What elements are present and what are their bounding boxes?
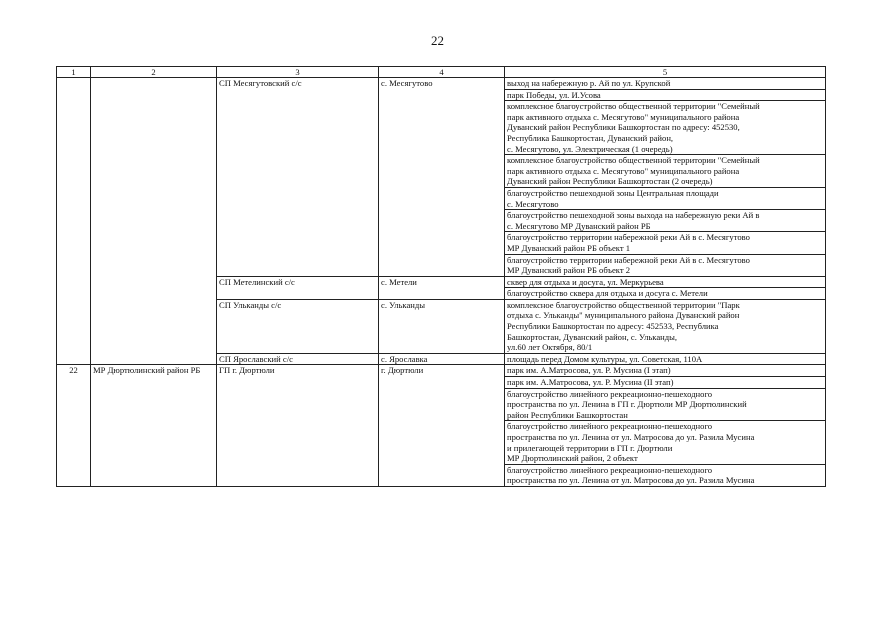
locality-cell: г. Дюртюли	[379, 365, 505, 487]
object-line: отдыха с. Ульканды" муниципального района Дуванский район	[507, 310, 740, 321]
object-line: благоустройство территории набережной реки Ай в с. Месягутово	[507, 254, 750, 265]
object-line: благоустройство сквера для отдыха и досуга с. Метели	[507, 288, 708, 299]
object-line: с. Месягутово	[507, 198, 559, 209]
object-cell	[505, 187, 826, 209]
register-body	[57, 78, 826, 487]
row-number-cell: 22	[57, 365, 91, 487]
object-cell	[505, 388, 826, 421]
object-cell	[505, 365, 826, 377]
object-cell	[505, 276, 826, 288]
object-cell	[505, 155, 826, 188]
object-line: пространства по ул. Ленина в ГП г. Дюртюли МР Дюртюлинский	[507, 399, 747, 410]
object-cell	[505, 377, 826, 389]
object-line: комплексное благоустройство общественной территории "Семейный	[507, 101, 760, 112]
object-line: пространства по ул. Ленина от ул. Матросова до ул. Разила Мусина	[507, 475, 755, 486]
locality-cell: с. Ярославка	[379, 353, 505, 365]
object-line: парк им. А.Матросова, ул. Р. Мусина (II этап)	[507, 377, 674, 388]
column-header: 1	[57, 67, 91, 78]
object-cell	[505, 210, 826, 232]
settlement-cell: СП Метелинский с/с	[217, 276, 379, 299]
object-line: Башкортостан, Дуванский район, с. Ульканды,	[507, 331, 678, 342]
column-header: 3	[217, 67, 379, 78]
object-cell	[505, 101, 826, 155]
register-table	[56, 66, 826, 487]
object-line: МР Дюртюлинский район, 2 объект	[507, 453, 638, 464]
object-line: Республики Башкортостан по адресу: 452533, Республика	[507, 321, 719, 332]
object-line: благоустройство линейного рекреационно-пешеходного	[507, 421, 713, 432]
table-row	[57, 78, 826, 90]
object-line: благоустройство линейного рекреационно-пешеходного	[507, 388, 713, 399]
object-line: и прилегающей территории в ГП г. Дюртюли	[507, 442, 673, 453]
district-cell	[91, 78, 217, 365]
object-cell	[505, 288, 826, 300]
object-line: с. Месягутово, ул. Электрическая (1 очередь)	[507, 143, 673, 154]
object-cell	[505, 89, 826, 101]
object-cell	[505, 78, 826, 90]
page-number: 22	[431, 33, 444, 48]
object-line: комплексное благоустройство общественной территории "Семейный	[507, 155, 760, 166]
locality-cell: с. Метели	[379, 276, 505, 299]
district-cell: МР Дюртюлинский район РБ	[91, 365, 217, 487]
column-header: 5	[505, 67, 826, 78]
object-line: сквер для отдыха и досуга, ул. Меркурьева	[507, 276, 664, 287]
object-line: МР Дуванский район РБ объект 1	[507, 242, 631, 253]
object-line: МР Дуванский район РБ объект 2	[507, 265, 631, 276]
settlement-cell: ГП г. Дюртюли	[217, 365, 379, 487]
settlement-cell: СП Месягутовский с/с	[217, 78, 379, 277]
object-cell	[505, 299, 826, 353]
object-line: с. Месягутово МР Дуванский район РБ	[507, 220, 651, 231]
object-line: Дуванский район Республики Башкортостан по адресу: 452530,	[507, 122, 740, 133]
locality-cell: с. Месягутово	[379, 78, 505, 277]
locality-cell: с. Ульканды	[379, 299, 505, 353]
object-cell	[505, 353, 826, 365]
object-cell	[505, 464, 826, 486]
object-line: парк активного отдыха с. Месягутово" муниципального района	[507, 111, 740, 122]
object-cell	[505, 232, 826, 254]
object-line: Республика Башкортостан, Дуванский район,	[507, 132, 674, 143]
object-line: благоустройство территории набережной реки Ай в с. Месягутово	[507, 232, 750, 243]
object-line: ул.60 лет Октября, 80/1	[507, 342, 593, 353]
object-line: парк активного отдыха с. Месягутово" муниципального района	[507, 165, 740, 176]
object-line: парк им. А.Матросова, ул. Р. Мусина (I этап)	[507, 365, 671, 376]
object-line: благоустройство пешеходной зоны выхода на набережную реки Ай в	[507, 210, 760, 221]
object-line: комплексное благоустройство общественной территории "Парк	[507, 299, 740, 310]
object-line: благоустройство пешеходной зоны Центральная площади	[507, 187, 719, 198]
column-header: 2	[91, 67, 217, 78]
column-number-row	[57, 67, 826, 78]
column-header: 4	[379, 67, 505, 78]
settlement-cell: СП Ярославский с/с	[217, 353, 379, 365]
row-number-cell	[57, 78, 91, 365]
settlement-cell: СП Ульканды с/с	[217, 299, 379, 353]
object-line: парк Победы, ул. И.Усова	[507, 89, 601, 100]
object-line: пространства по ул. Ленина от ул. Матросова до ул. Разила Мусина	[507, 432, 755, 442]
object-cell	[505, 421, 826, 464]
object-line: Дуванский район Республики Башкортостан (2 очередь)	[507, 176, 713, 187]
object-line: выход на набережную р. Ай по ул. Крупской	[507, 78, 671, 88]
object-line: район Республики Башкортостан	[507, 409, 628, 420]
table-row	[57, 365, 826, 377]
object-cell	[505, 254, 826, 276]
object-line: площадь перед Домом культуры, ул. Советская, 110А	[507, 353, 703, 364]
object-line: благоустройство линейного рекреационно-пешеходного	[507, 464, 713, 475]
